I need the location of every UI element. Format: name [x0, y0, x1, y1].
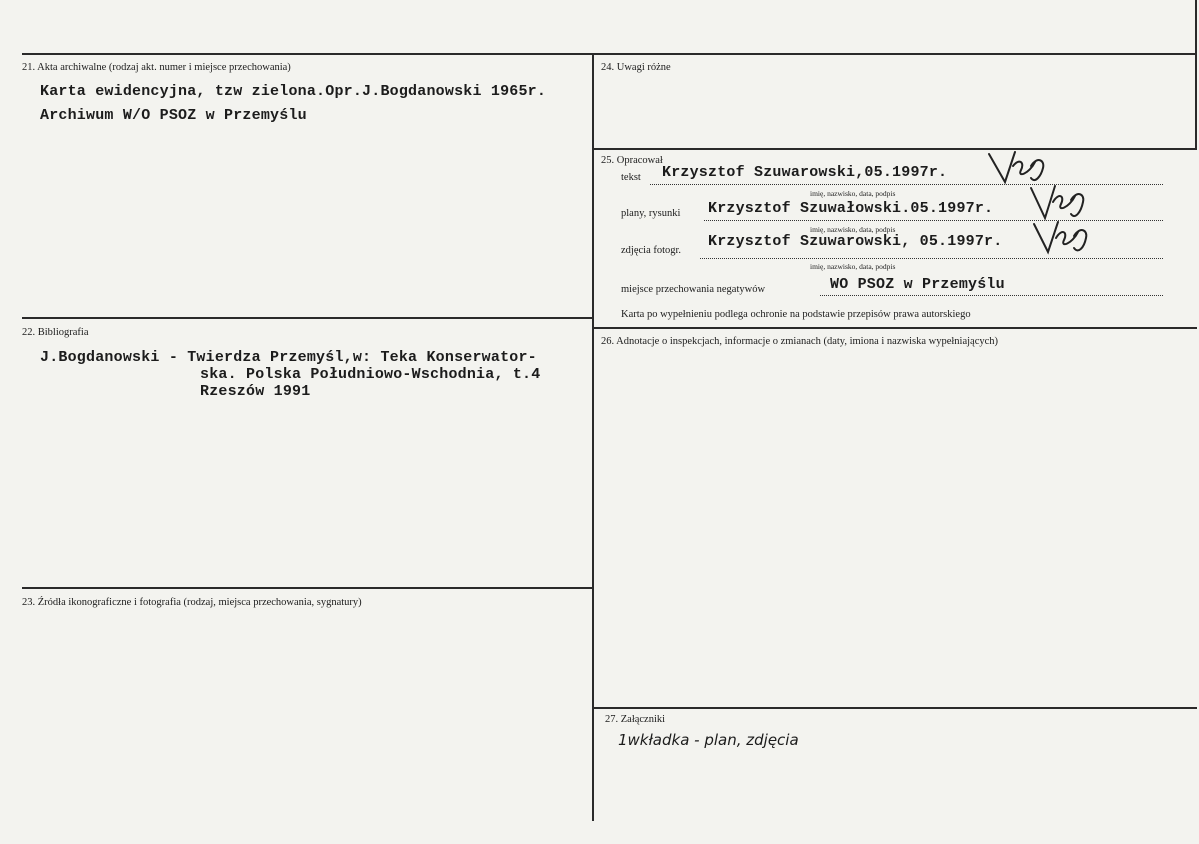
tekst-caption: imię, nazwisko, data, podpis [810, 189, 896, 198]
s21-line1: Karta ewidencyjna, tzw zielona.Opr.J.Bogdanowski 1965r. [40, 83, 547, 100]
s24-label: 24. Uwagi różne [601, 62, 671, 73]
tekst-value: Krzysztof Szuwarowski,05.1997r. [662, 164, 948, 181]
plany-label: plany, rysunki [621, 208, 681, 219]
copyright-note: Karta po wypełnieniu podlega ochronie na podstawie przepisów prawa autorskiego [621, 309, 971, 320]
s23-label: 23. Źródła ikonograficzne i fotografia (rodzaj, miejsca przechowania, sygnatury) [22, 597, 362, 608]
miejsce-line [820, 295, 1163, 296]
miejsce-value: WO PSOZ w Przemyślu [830, 276, 1005, 293]
s27-value: 1wkładka - plan, zdjęcia [618, 731, 799, 749]
zdjecia-value: Krzysztof Szuwarowski, 05.1997r. [708, 233, 1003, 250]
s24-bottom-rule [594, 148, 1197, 150]
miejsce-label: miejsce przechowania negatywów [621, 284, 766, 295]
s22-bottom-rule [22, 587, 593, 589]
plany-value: Krzysztof Szuwałowski.05.1997r. [708, 200, 994, 217]
s26-bottom-rule [594, 707, 1197, 709]
right-edge-rule [1195, 0, 1197, 150]
s21-bottom-rule [22, 317, 593, 319]
s22-line1: J.Bogdanowski - Twierdza Przemyśl,w: Teka Konserwator- [40, 349, 537, 366]
tekst-label: tekst [621, 172, 641, 183]
s22-line3: Rzeszów 1991 [200, 383, 311, 400]
zdjecia-line [700, 258, 1163, 259]
zdjecia-label: zdjęcia fotogr. [621, 245, 682, 256]
s26-label: 26. Adnotacje o inspekcjach, informacje o zmianach (daty, imiona i nazwiska wypełniających) [601, 336, 999, 347]
top-rule [22, 53, 1197, 55]
s27-label: 27. Załączniki [605, 714, 666, 725]
s22-line2: ska. Polska Południowo-Wschodnia, t.4 [200, 366, 541, 383]
s25-label: 25. Opracował [601, 155, 663, 166]
plany-caption: imię, nazwisko, data, podpis [810, 225, 896, 234]
zdjecia-caption: imię, nazwisko, data, podpis [810, 262, 896, 271]
signature-zdjecia [1030, 218, 1100, 258]
s22-label: 22. Bibliografia [22, 327, 89, 338]
s21-label: 21. Akta archiwalne (rodzaj akt. numer i miejsce przechowania) [22, 62, 291, 73]
s21-line2: Archiwum W/O PSOZ w Przemyślu [40, 107, 307, 124]
center-divider [592, 53, 594, 821]
s25-bottom-rule [594, 327, 1197, 329]
